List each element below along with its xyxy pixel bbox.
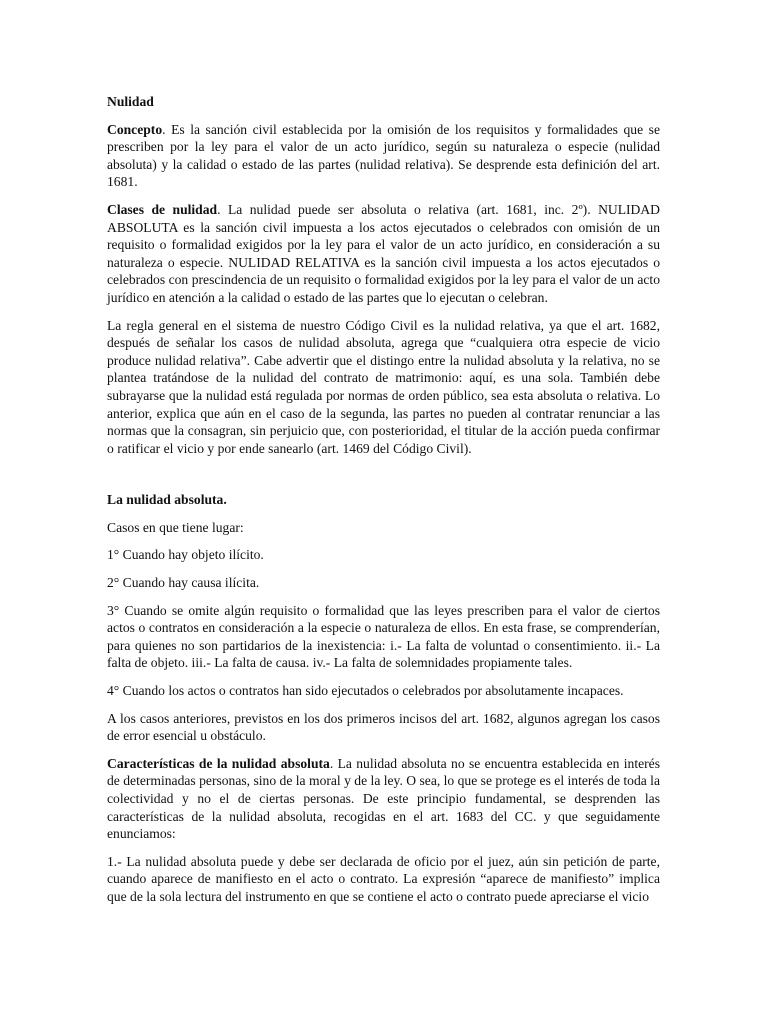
paragraph-clases [107,201,660,307]
paragraph-punto-1: 1.- La nulidad absoluta puede y debe ser declarada de oficio por el juez, aún sin petición de parte, cuando aparece de manifiesto en el acto o contrato. La expresión “aparece de manifiesto” implica que de la sola lectura del instrumento en que se contiene el acto o contrato puede apreciarse el vicio [107,853,660,904]
list-item-caso-3: 3° Cuando se omite algún requisito o formalidad que las leyes prescriben para el valor de ciertos actos o contratos en consideración a la especie o naturaleza de ellos. En esta frase, se comprenderían, para quienes no son partidarios de la inexistencia: i.- La falta de voluntad o consentimiento. ii.- La falta de objeto. iii.- La falta de causa. iv.- La falta de solemnidades propiamente tales. [107,602,660,671]
paragraph-casos-anteriores: A los casos anteriores, previstos en los dos primeros incisos del art. 1682, algunos agregan los casos de error esencial u obstáculo. [107,710,660,744]
list-item-caso-1: 1° Cuando hay objeto ilícito. [107,547,264,563]
concepto-text: . Es la sanción civil establecida por la omisión de los requisitos y formalidades que se prescriben por la ley para el valor de un acto jurídico, según su naturaleza o especie (nulidad absoluta) y la calidad o estado de las partes (nulidad relativa). Se desprende esta definición del art. 1681. [107,121,660,190]
concepto-label: Concepto [107,121,163,137]
section-spacer [107,467,660,491]
clases-text: . La nulidad puede ser absoluta o relativa (art. 1681, inc. 2º). NULIDAD ABSOLUTA es la sanción civil impuesta a los actos ejecutados o celebrados con omisión de un requisito o formalidad exigidos por la ley para el valor de un acto jurídico, en consideración a su naturaleza o especie. NULIDAD RELATIVA es la sanción civil impuesta a los actos ejecutados o celebrados con prescindencia de un requisito o formalidad exigidos por la ley para el valor de un acto jurídico en atención a la calidad o estado de las partes que lo ejecutan o celebran. [107,201,660,305]
section-heading-absoluta: La nulidad absoluta. [107,492,227,508]
paragraph-regla-general: La regla general en el sistema de nuestro Código Civil es la nulidad relativa, ya que el art. 1682, después de señalar los casos de nulidad absoluta, agrega que “cualquiera otra especie de vicio produce nulidad relativa”. Cabe advertir que el distingo entre la nulidad absoluta y la relativa, no se plantea tratándose de la nulidad del contrato de matrimonio: aquí, es una sola. También debe subrayarse que la nulidad está regulada por normas de orden público, sea esta absoluta o relativa. Lo anterior, explica que aún en el caso de la segunda, las partes no pueden al contratar renunciar a las normas que la consagran, sin perjuicio que, con posterioridad, el titular de la acción pueda confirmar o ratificar el vicio y por ende sanearlo (art. 1469 del Código Civil). [107,317,660,456]
paragraph-casos-intro: Casos en que tiene lugar: [107,519,244,535]
clases-label: Clases de nulidad [107,201,218,217]
document-page [107,93,660,916]
caracteristicas-label: Características de la nulidad absoluta [107,755,330,771]
list-item-caso-2: 2° Cuando hay causa ilícita. [107,575,260,591]
paragraph-concepto [107,121,660,191]
paragraph-caracteristicas [107,755,660,843]
document-title: Nulidad [107,94,154,109]
list-item-caso-4: 4° Cuando los actos o contratos han sido ejecutados o celebrados por absolutamente incapaces. [107,683,624,699]
caracteristicas-text: . La nulidad absoluta no se encuentra establecida en interés de determinadas personas, sino de la moral y de la ley. O sea, lo que se protege es el interés de toda la colectividad y no el de ciertas personas. De este principio fundamental, se desprenden las características de la nulidad absoluta, recogidas en el art. 1683 del CC. y que seguidamente enunciamos: [107,755,660,842]
